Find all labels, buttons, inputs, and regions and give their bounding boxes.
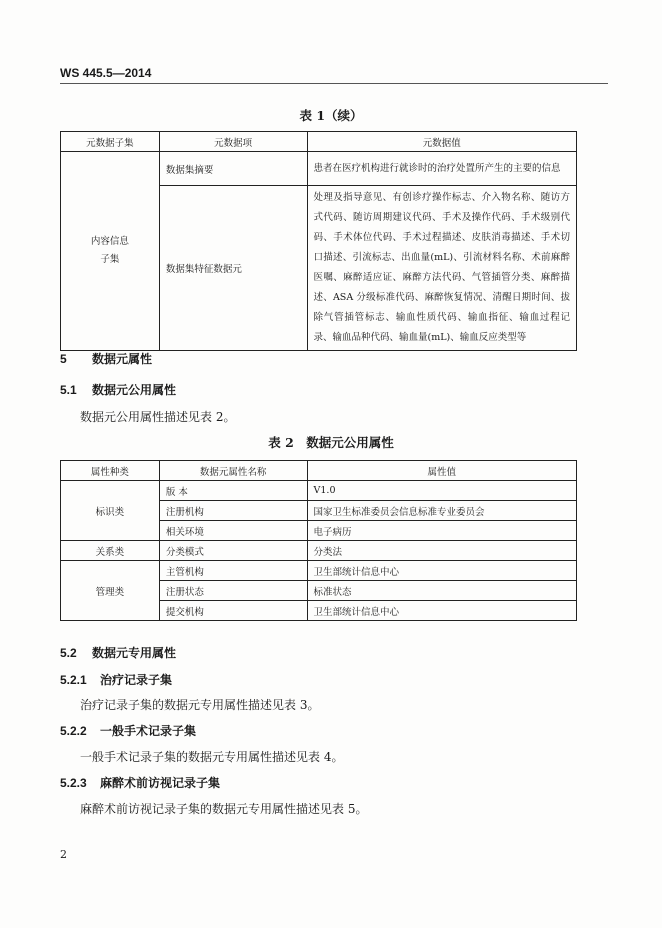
- table2-value-cell: 卫生部统计信息中心: [307, 561, 576, 581]
- section-title: 数据元公用属性: [92, 383, 177, 397]
- section-title: 治疗记录子集: [100, 673, 173, 687]
- table2-caption: 表 2 数据元公用属性: [268, 435, 394, 450]
- section-number: 5.2.1: [60, 673, 87, 687]
- section-5-1-text: 数据元公用属性描述见表 2。: [80, 410, 236, 424]
- table2-value-cell: V1.0: [307, 481, 576, 501]
- section-5-heading: [60, 350, 152, 367]
- table2-kind-cell: 标识类: [61, 481, 160, 541]
- table2-name-cell: 提交机构: [159, 601, 307, 621]
- document-id: WS 445.5—2014: [60, 66, 152, 80]
- table1: [60, 131, 577, 351]
- section-title: 数据元专用属性: [92, 646, 177, 660]
- section-5-2-3-heading: [60, 774, 220, 791]
- table2-kind-cell: 管理类: [61, 561, 160, 621]
- table2-value-cell: 国家卫生标准委员会信息标准专业委员会: [307, 501, 576, 521]
- table2-value-cell: 卫生部统计信息中心: [307, 601, 576, 621]
- section-title: 麻醉术前访视记录子集: [100, 776, 221, 790]
- table2-header: 属性种类: [61, 461, 160, 481]
- section-5-2-1-text: 治疗记录子集的数据元专用属性描述见表 3。: [80, 698, 320, 712]
- table1-header: 元数据值: [307, 132, 576, 152]
- page-number: 2: [60, 848, 67, 861]
- table2-header: 数据元属性名称: [159, 461, 307, 481]
- table2-header: 属性值: [307, 461, 576, 481]
- table2-value-cell: 标准状态: [307, 581, 576, 601]
- section-number: 5.2.2: [60, 724, 87, 738]
- section-title: 一般手术记录子集: [100, 724, 197, 738]
- table2-value-cell: 电子病历: [307, 521, 576, 541]
- section-5-2-1-heading: [60, 671, 172, 688]
- table2-kind-cell: 关系类: [61, 541, 160, 561]
- table1-value-cell: 处理及指导意见、有创诊疗操作标志、介入物名称、随访方式代码、随访周期建议代码、手术及操作代码、手术级别代码、手术体位代码、手术过程描述、皮肤消毒描述、手术切口描述、引流标志、出血量(mL)、引流材料名称、术前麻醉医嘱、麻醉适应证、麻醉方法代码、气管插管分类、麻醉描述、ASA 分级标准代码、麻醉恢复情况、清醒日期时间、拔除气管插管标志、输血性质代码、输血指征、输血过程记录、输血品种代码、输血量(mL)、输血反应类型等: [307, 186, 576, 351]
- section-5-2-2-heading: [60, 722, 196, 739]
- table2-name-cell: 分类模式: [159, 541, 307, 561]
- table1-subset-cell: 内容信息 子集: [61, 152, 160, 351]
- section-number: 5: [60, 352, 67, 366]
- header-rule: [60, 83, 608, 84]
- section-5-2-3-text: 麻醉术前访视记录子集的数据元专用属性描述见表 5。: [80, 802, 368, 816]
- section-5-2-heading: [60, 644, 176, 661]
- table2-name-cell: 注册状态: [159, 581, 307, 601]
- table1-item-cell: 数据集特征数据元: [159, 186, 307, 351]
- table2-name-cell: 主管机构: [159, 561, 307, 581]
- section-number: 5.2.3: [60, 776, 87, 790]
- table1-header: 元数据子集: [61, 132, 160, 152]
- table2-value-cell: 分类法: [307, 541, 576, 561]
- section-5-1-heading: [60, 381, 176, 398]
- table1-header: 元数据项: [159, 132, 307, 152]
- section-number: 5.1: [60, 383, 77, 397]
- table2-name-cell: 相关环境: [159, 521, 307, 541]
- table1-item-cell: 数据集摘要: [159, 152, 307, 186]
- section-5-2-2-text: 一般手术记录子集的数据元专用属性描述见表 4。: [80, 750, 344, 764]
- section-number: 5.2: [60, 646, 77, 660]
- table1-value-cell: 患者在医疗机构进行就诊时的治疗处置所产生的主要的信息: [307, 152, 576, 186]
- table2-name-cell: 注册机构: [159, 501, 307, 521]
- table2: [60, 460, 577, 621]
- section-title: 数据元属性: [92, 352, 153, 366]
- table2-name-cell: 版 本: [159, 481, 307, 501]
- table1-caption: 表 1（续）: [299, 108, 363, 123]
